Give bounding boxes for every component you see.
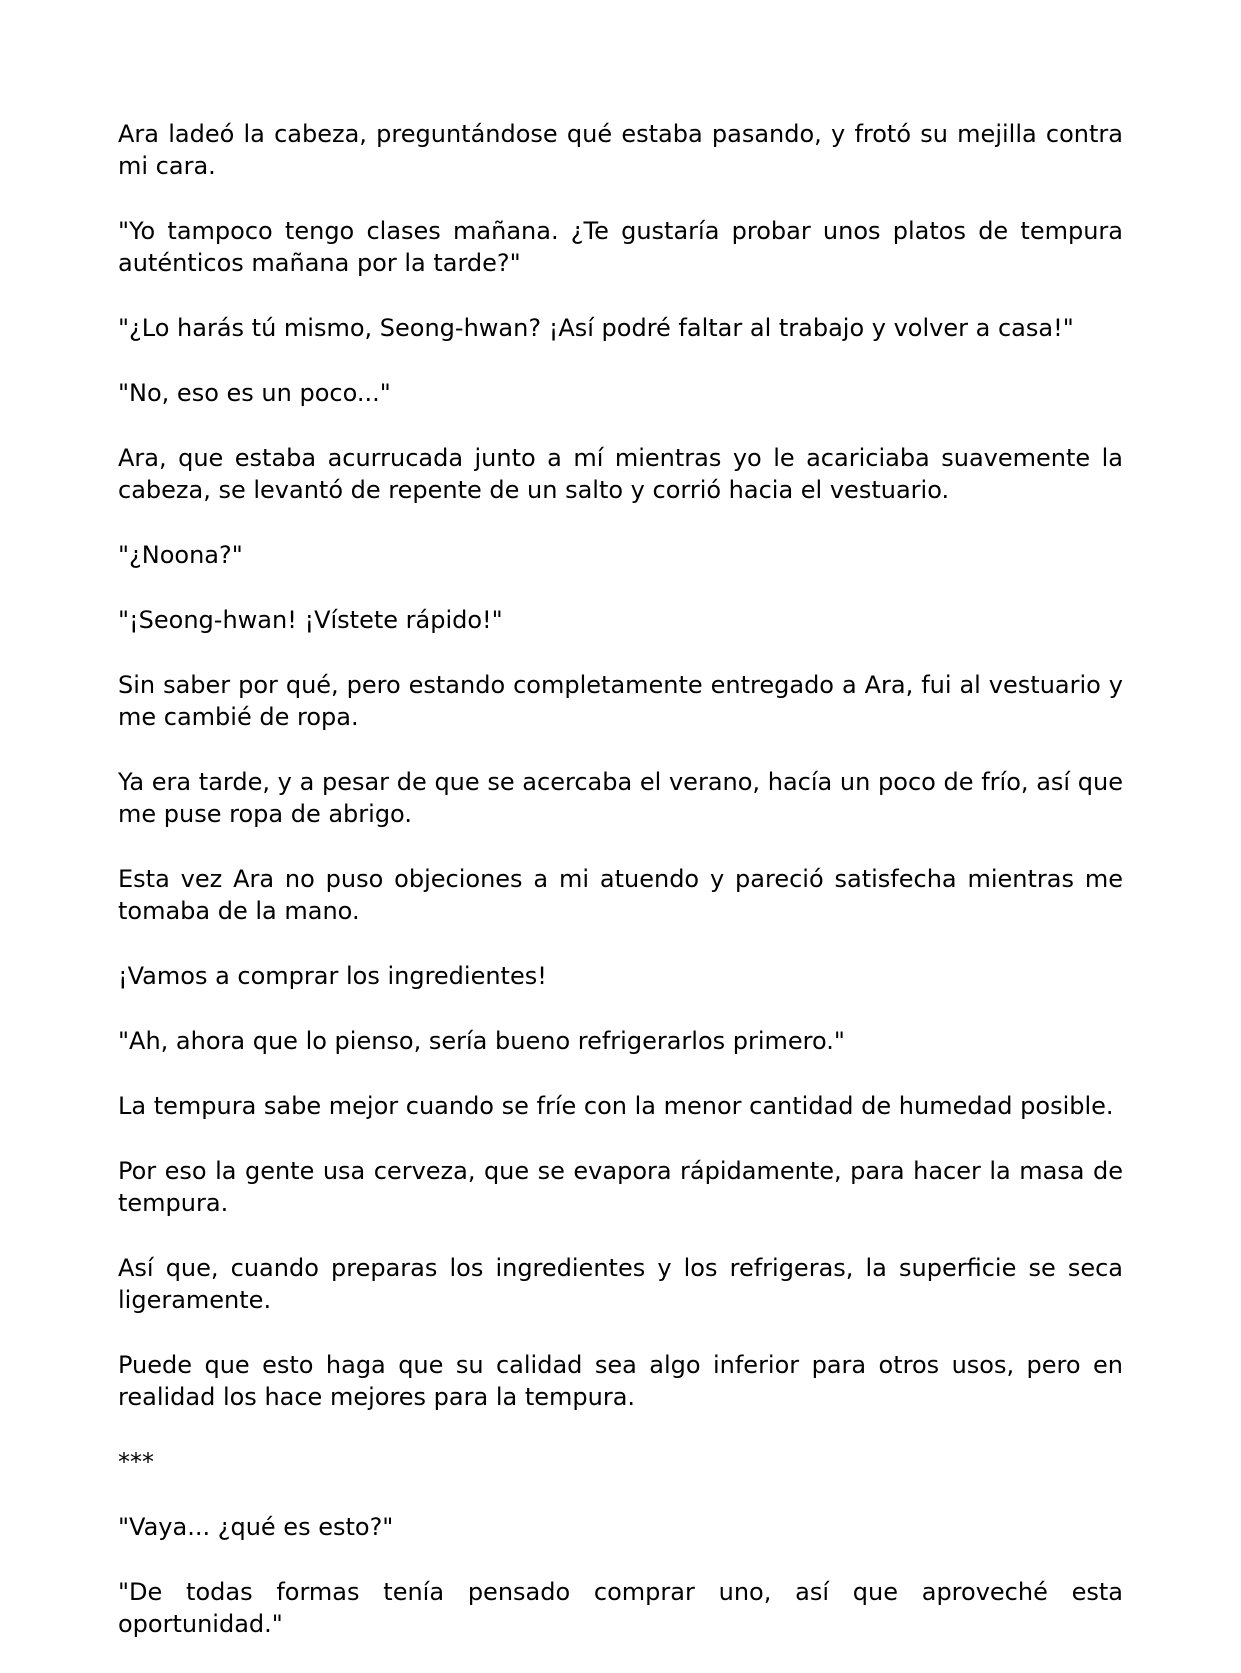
paragraph: Así que, cuando preparas los ingredientes y los refrigeras, la superficie se seca ligeramente. — [118, 1254, 1123, 1314]
paragraph: "Vaya... ¿qué es esto?" — [118, 1513, 394, 1541]
paragraph: "¿Lo harás tú mismo, Seong-hwan? ¡Así podré faltar al trabajo y volver a casa!" — [118, 314, 1074, 342]
paragraph: "Yo tampoco tengo clases mañana. ¿Te gustaría probar unos platos de tempura auténticos mañana por la tarde?" — [118, 217, 1123, 277]
paragraph: "Ah, ahora que lo pienso, sería bueno refrigerarlos primero." — [118, 1027, 845, 1055]
document-page — [118, 118, 1123, 1673]
paragraph: Puede que esto haga que su calidad sea algo inferior para otros usos, pero en realidad los hace mejores para la tempura. — [118, 1351, 1123, 1411]
paragraph: Esta vez Ara no puso objeciones a mi atuendo y pareció satisfecha mientras me tomaba de la mano. — [118, 865, 1123, 925]
paragraph: "De todas formas tenía pensado comprar uno, así que aproveché esta oportunidad." — [118, 1578, 1123, 1638]
paragraph: Ara, que estaba acurrucada junto a mí mientras yo le acariciaba suavemente la cabeza, se levantó de repente de un salto y corrió hacia el vestuario. — [118, 444, 1123, 504]
paragraph: La tempura sabe mejor cuando se fríe con la menor cantidad de humedad posible. — [118, 1092, 1114, 1120]
paragraph: ¡Vamos a comprar los ingredientes! — [118, 962, 547, 990]
paragraph: "No, eso es un poco..." — [118, 379, 391, 407]
paragraph: Ara ladeó la cabeza, preguntándose qué estaba pasando, y frotó su mejilla contra mi cara. — [118, 120, 1123, 180]
section-break: *** — [118, 1448, 154, 1476]
paragraph: Por eso la gente usa cerveza, que se evapora rápidamente, para hacer la masa de tempura. — [118, 1157, 1123, 1217]
paragraph: "¿Noona?" — [118, 541, 243, 569]
paragraph: Sin saber por qué, pero estando completamente entregado a Ara, fui al vestuario y me cambié de ropa. — [118, 671, 1123, 731]
paragraph: Ya era tarde, y a pesar de que se acercaba el verano, hacía un poco de frío, así que me puse ropa de abrigo. — [118, 768, 1123, 828]
paragraph: "¡Seong-hwan! ¡Vístete rápido!" — [118, 606, 503, 634]
